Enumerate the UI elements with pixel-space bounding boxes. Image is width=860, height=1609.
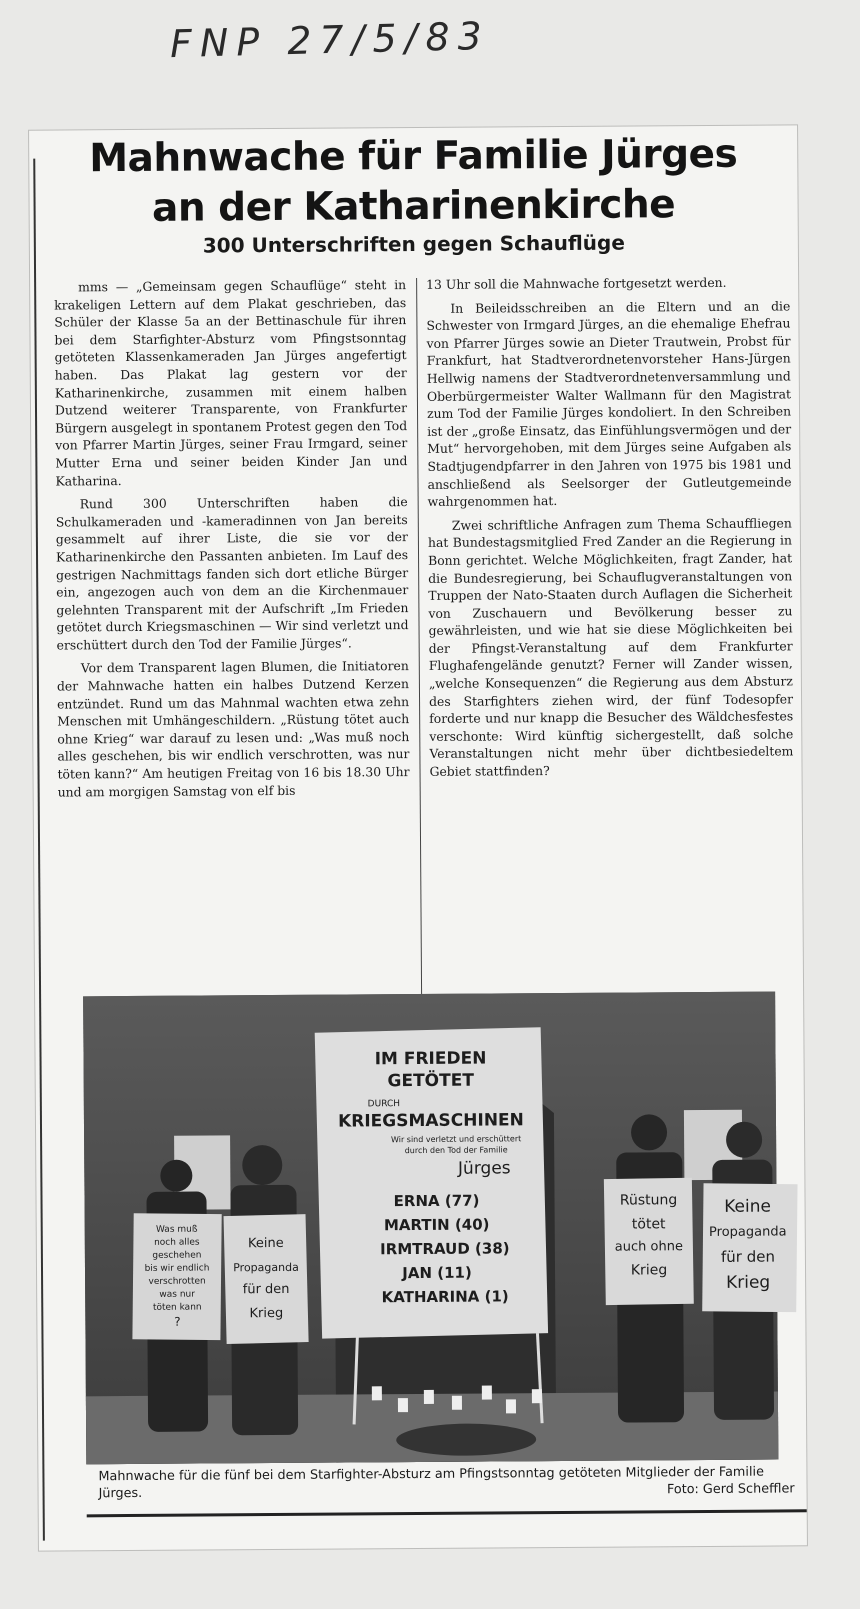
handwritten-note: FNP 27/5/83	[169, 13, 491, 67]
column-border	[33, 159, 45, 1541]
sign-line: tötet	[631, 1216, 666, 1233]
sign-line: was nur	[159, 1289, 195, 1300]
sign-line: auch ohne	[614, 1239, 683, 1255]
photo-credit: Foto: Gerd Scheffler	[666, 1481, 795, 1498]
banner-line: KATHARINA (1)	[381, 1287, 509, 1307]
sign-was-muss-noch	[132, 1213, 223, 1341]
sign-line: töten kann	[152, 1302, 202, 1313]
sign-line: Krieg	[630, 1262, 668, 1279]
article-column-left	[54, 276, 412, 1104]
banner-line: IM FRIEDEN	[374, 1048, 487, 1070]
banner-line: Wir sind verletzt und erschüttert	[390, 1134, 522, 1145]
candle	[372, 1386, 382, 1400]
candle	[398, 1398, 408, 1412]
paragraph: In Beileidsschreiben an die Eltern und an die Schwester von Irmgard Jürges, an die ehemalige Ehefrau von Pfarrer Jürges sowie an Dieter Trautwein, Probst für Frankfurt, hat Stadtverordnetenvorsteher Hans-Jürgen Hellwig namens der Stadtverordnetenversammlung und Oberbürgermeister Walter Wallmann für den Magistrat zum Tod der Familie Jürges kondoliert. In den Schreiben ist der „große Einsatz, das Einfühlungsvermögen und der Mut“ hervorgehoben, mit dem Jürges seine Aufgaben als Stadtjugendpfarrer in den Jahren von 1975 bis 1981 und anschließend als Seelsorger der Gutleutgemeinde wahrgenommen hat.	[426, 297, 792, 510]
photo-caption	[98, 1463, 798, 1502]
sign-line: Propaganda	[233, 1260, 299, 1275]
newspaper-clipping	[29, 125, 807, 1550]
news-photo	[83, 992, 787, 1465]
banner-line: JAN (11)	[402, 1263, 472, 1283]
sign-keine-propaganda-right	[701, 1183, 798, 1313]
sign-line: Propaganda	[708, 1224, 787, 1240]
sign-line: noch alles	[154, 1237, 200, 1248]
banner-line: GETÖTET	[387, 1070, 474, 1092]
sign-line: Keine	[247, 1235, 284, 1252]
headline-line-2: an der Katharinenkirche	[151, 182, 676, 231]
banner-line: IRMTRAUD (38)	[380, 1239, 510, 1259]
headline	[39, 129, 788, 234]
sign-line: ?	[174, 1314, 181, 1329]
sign-line: Krieg	[725, 1272, 771, 1293]
banner-line: durch den Tod der Familie	[404, 1145, 508, 1156]
sign-line: verschrotten	[148, 1276, 206, 1287]
candle	[532, 1389, 542, 1403]
sign-line: Krieg	[249, 1305, 284, 1322]
candle	[452, 1396, 462, 1410]
vigil-photo-illustration	[83, 992, 787, 1465]
candle	[482, 1385, 492, 1399]
banner-line: Jürges	[457, 1158, 511, 1179]
sign-line: für den	[242, 1281, 290, 1298]
paragraph: Zwei schriftliche Anfragen zum Thema Schauffliegen hat Bundestagsmitglied Fred Zander an die Regierung in Bonn gerichtet. Welche Möglichkeiten, fragt Zander, hat die Bundesregierung, bei Schauflugveranstaltungen von Truppen der Nato-Staaten durch Auflagen die Sicherheit von Zuschauern und Bevölkerung besser zu gewährleisten, und wie hat sie diese Möglichkeiten bei der Pfingst-Veranstaltung auf dem Frankfurter Flughafengelände genutzt? Ferner will Zander wissen, „welche Konsequenzen“ die Regierung aus dem Absturz des Starfighters ziehen wird, der fünf Todesopfer forderte und nur knapp die Besucher des Wäldchesfestes verschonte: Wird künftig sichergestellt, daß solche Veranstaltungen nicht mehr über dichtbesiedeltem Gebiet stattfinden?	[427, 515, 794, 779]
column-divider	[416, 278, 423, 1098]
paragraph: 13 Uhr soll die Mahnwache fortgesetzt werden.	[426, 274, 727, 292]
banner-line: MARTIN (40)	[383, 1215, 490, 1235]
headline-line-1: Mahnwache für Familie Jürges	[89, 131, 738, 182]
candle	[506, 1399, 516, 1413]
paragraph: Vor dem Transparent lagen Blumen, die Initiatoren der Mahnwache hatten ein halbes Dutzend Kerzen entzündet. Rund um das Mahnmal wachten etwa zehn Menschen mit Umhängeschildern. „Rüstung tötet auch ohne Krieg“ war darauf zu lesen und: „Was muß noch alles geschehen, bis wir endlich verschrotten, was nur töten kann?“ Am heutigen Freitag von 16 bis 18.30 Uhr und am morgigen Samstag von elf bis	[56, 658, 410, 800]
sign-line: bis wir endlich	[144, 1263, 210, 1274]
paragraph: mms — „Gemeinsam gegen Schauflüge“ steht in krakeligen Lettern auf dem Plakat geschrieben, das Schüler der Klasse 5a an der Bettinaschule für ihren bei dem Starfighter-Absturz vom Pfingstsonntag getöteten Klassenkameraden Jan Jürges angefertigt haben. Das Plakat lag gestern vor der Katharinenkirche, zusammen mit einem halben Dutzend weiterer Transparente, von Frankfurter Bürgern ausgelegt in spontanem Protest gegen den Tod von Pfarrer Martin Jürges, seiner Frau Irmgard, seiner Mutter Erna und seiner beiden Kinder Jan und Katharina.	[54, 277, 408, 489]
banner-line: ERNA (77)	[393, 1191, 480, 1211]
bottom-rule	[87, 1509, 807, 1517]
sign-line: Was muß	[155, 1224, 198, 1235]
sign-line: Rüstung	[619, 1192, 678, 1209]
sign-line: geschehen	[152, 1250, 202, 1261]
sign-ruestung-toetet	[604, 1178, 694, 1305]
banner-line: DURCH	[367, 1099, 401, 1110]
sign-keine-propaganda-left	[224, 1214, 309, 1344]
candle	[424, 1390, 434, 1404]
banner-line: KRIEGSMASCHINEN	[337, 1110, 524, 1132]
paragraph: Rund 300 Unterschriften haben die Schulkameraden und -kameradinnen von Jan bereits gesammelt auf ihrer Liste, die sie vor der Katharinenkirche den Passanten anbieten. Im Lauf des gestrigen Nachmittags fanden sich dort etliche Bürger ein, angezogen auch von dem an die Kirchenmauer gelehnten Transparent mit der Aufschrift „Im Frieden getötet durch Kriegsmaschinen — Wir sind verletzt und erschüttert durch den Tod der Familie Jürges“.	[55, 494, 409, 653]
caption-text: Mahnwache für die fünf bei dem Starfighter-Absturz am Pfingstsonntag getöteten Mitglieder der Familie Jürges.	[98, 1464, 764, 1502]
sign-line: Keine	[724, 1196, 772, 1217]
subheadline: 300 Unterschriften gegen Schauflüge	[202, 230, 625, 258]
article-column-right	[426, 273, 796, 1102]
sign-line: für den	[720, 1247, 775, 1266]
